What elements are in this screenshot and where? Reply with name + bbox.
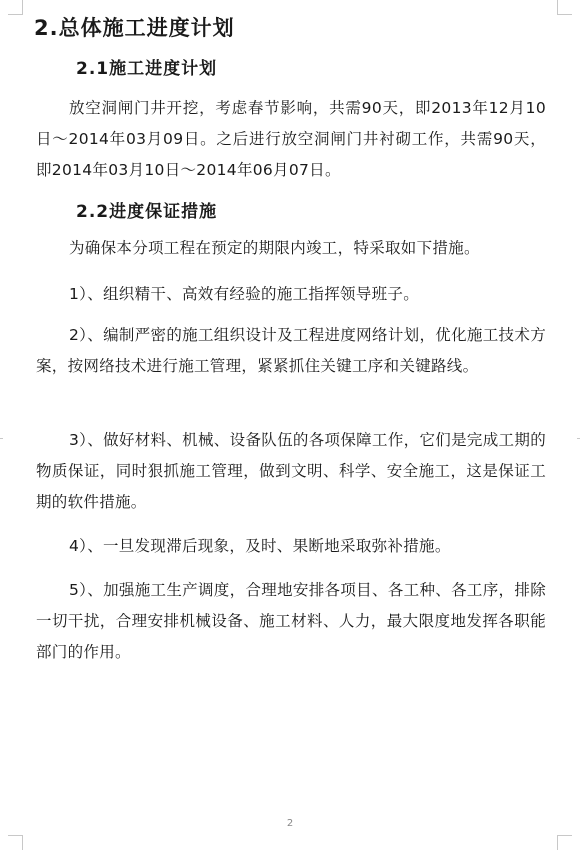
measure-item-3: 3）、做好材料、机械、设备队伍的各项保障工作，它们是完成工期的物质保证，同时狠抓施工管理，做到文明、科学、安全施工，这是保证工期的软件措施。 — [36, 431, 546, 511]
page-number: 2 — [286, 818, 294, 829]
crop-mark-bottom-right — [557, 835, 572, 850]
chapter-heading: 2.总体施工进度计划 — [34, 16, 235, 40]
section-heading-2-2: 2.2进度保证措施 — [76, 202, 218, 222]
crop-mark-top-right — [557, 0, 572, 15]
measure-item-4: 4）、一旦发现滞后现象，及时、果断地采取弥补措施。 — [69, 537, 451, 555]
margin-mark-left — [0, 438, 3, 439]
crop-mark-top-left — [8, 0, 23, 15]
crop-mark-bottom-left — [8, 835, 23, 850]
measure-item-1: 1）、组织精干、高效有经验的施工指挥领导班子。 — [69, 285, 420, 303]
section-heading-2-1: 2.1施工进度计划 — [76, 59, 218, 79]
measures-intro-paragraph: 为确保本分项工程在预定的期限内竣工，特采取如下措施。 — [69, 239, 480, 257]
schedule-paragraph: 放空洞闸门井开挖，考虑春节影响，共需90天，即2013年12月10日～2014年03月09日。之后进行放空洞闸门井衬砌工作，共需90天，即2014年03月10日～2014年06月07日。 — [36, 99, 546, 179]
measure-item-2: 2）、编制严密的施工组织设计及工程进度网络计划，优化施工技术方案，按网络技术进行施工管理，紧紧抓住关键工序和关键路线。 — [36, 326, 546, 375]
measure-item-5: 5）、加强施工生产调度，合理地安排各项目、各工种、各工序，排除一切干扰，合理安排机械设备、施工材料、人力，最大限度地发挥各职能部门的作用。 — [36, 581, 546, 661]
